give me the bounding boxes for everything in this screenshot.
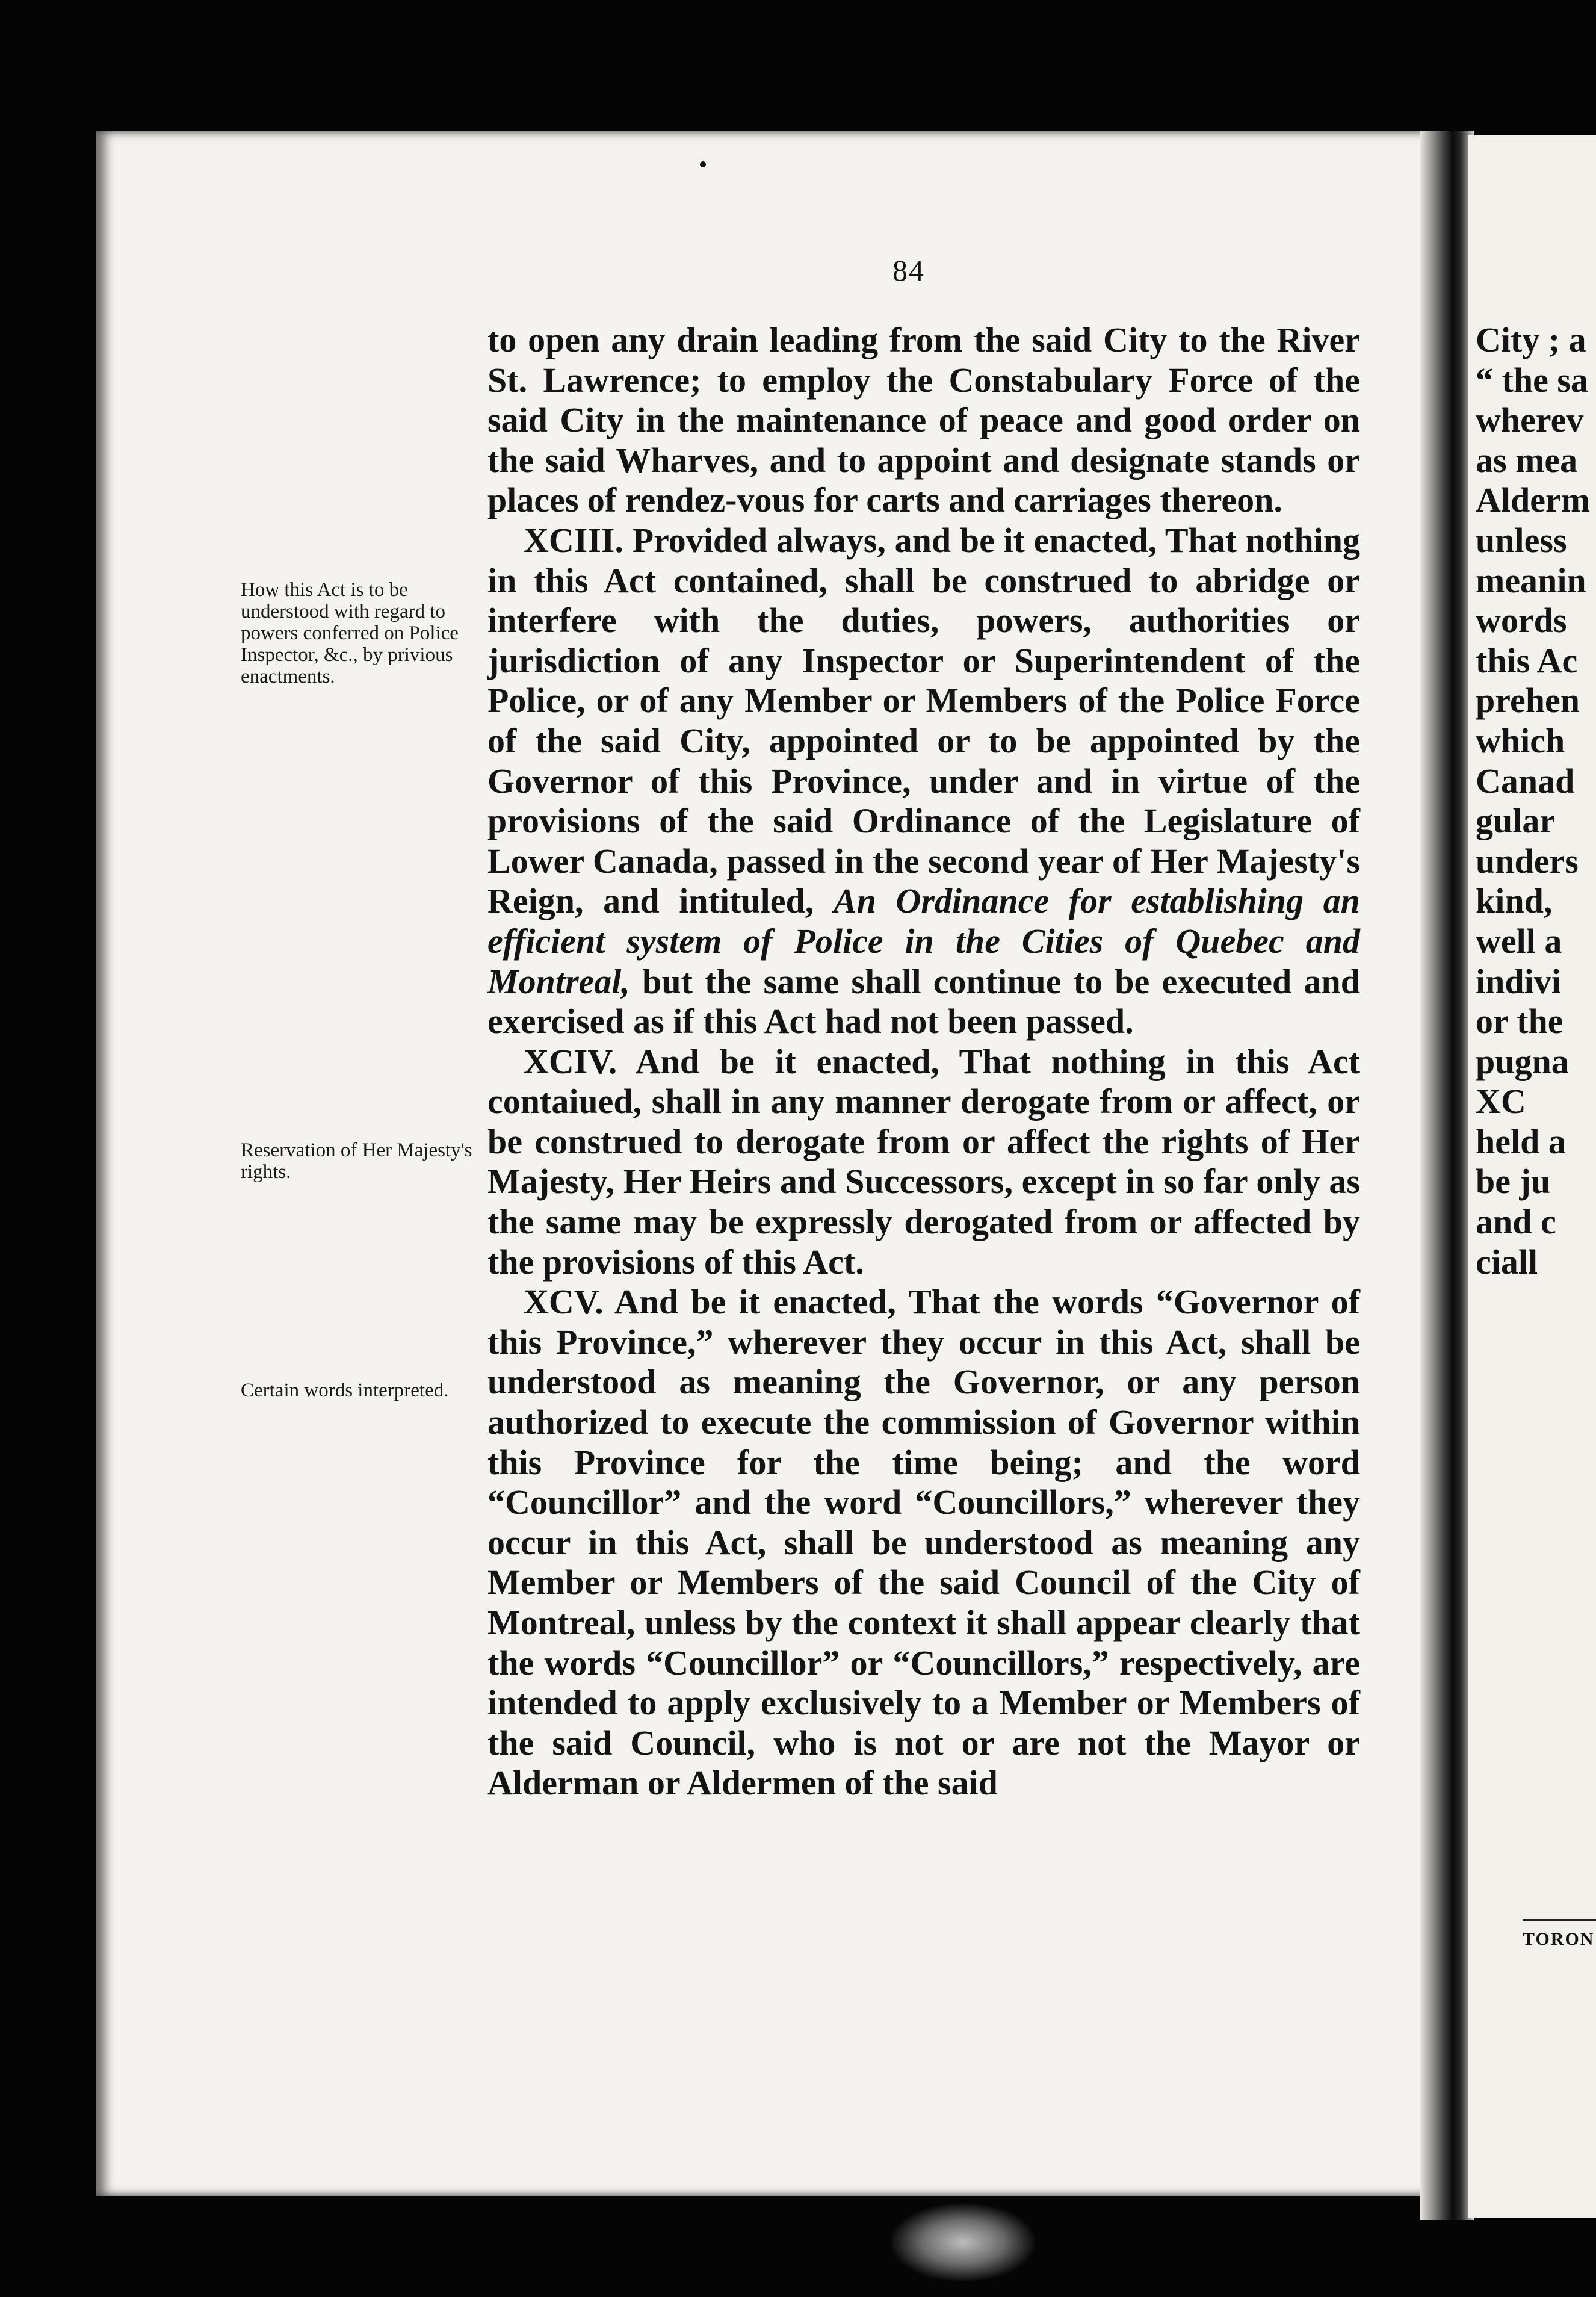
scan-smudge: [891, 2203, 1035, 2281]
section-xciii: [487, 521, 1360, 1042]
section-xciv: XCIV. And be it enacted, That nothing in this Act contaiued, shall in any manner derogate from or affect, or be construed to derogate from or affect the rights of Her Majesty, Her Heirs and Successors, except in so far only as the same may be expressly derogated from or affected by the provisions of this Act.: [487, 1041, 1360, 1282]
ordinance-title: An Ordinance for establishing an efficient system of Police in the Cities of Quebec and Montreal,: [487, 881, 1360, 1001]
facing-line: as mea: [1476, 440, 1578, 480]
facing-page-text: [1476, 320, 1596, 1282]
ink-dot: [700, 161, 706, 167]
section-xciii-text: XCIII. Provided always, and be it enacted, That nothing in this Act contained, shall be construed to abridge or interfere with the duties, powers, authorities or jurisdiction of any Inspector or Superintendent of the Police, or of any Member or Members of the Police Force of the said City, appointed or to be appointed by the Governor of this Province, under and in virtue of the provisions of the said Ordinance of the Legislature of Lower Canada, passed in the second year of Her Majesty's Reign, and intituled,: [487, 520, 1360, 921]
facing-line: prehen: [1476, 681, 1580, 721]
page-number: 84: [892, 253, 925, 287]
facing-line: be ju: [1476, 1162, 1551, 1201]
facing-line: City ; a: [1476, 320, 1586, 359]
sidenote-police-powers: How this Act is to be understood with regard to powers conferred on Police Inspector, &c., by privious enactments.: [241, 579, 459, 687]
sidenote-words-interpreted: Certain words interpreted.: [241, 1380, 449, 1401]
book-gutter: [1420, 131, 1474, 2220]
facing-line: “ the sa: [1476, 360, 1588, 400]
facing-line: kind,: [1476, 881, 1553, 921]
sidenote-majesty-rights: Reservation of Her Majesty's rights.: [241, 1139, 472, 1183]
paragraph-drain-continuation: to open any drain leading from the said City to the River St. Lawrence; to employ the Constabulary Force of the said City in the maintenance of peace and good order on the said Wharves, and to appoint and designate stands or places of rendez-vous for carts and carriages thereon.: [487, 320, 1360, 520]
facing-line: or the: [1476, 1002, 1564, 1041]
facing-line: words: [1476, 601, 1567, 640]
facing-line: gular: [1476, 801, 1556, 841]
section-xcv: XCV. And be it enacted, That the words “Governor of this Province,” wherever they occur in this Act, shall be understood as meaning the Governor, or any person authorized to execute the commission of Governor within this Province for the time being; and the word “Councillor” and the word “Councillors,” wherever they occur in this Act, shall be understood as meaning any Member or Members of the said Council of the City of Montreal, unless by the context it shall appear clearly that the words “Councillor” or “Councillors,” respectively, are intended to apply exclusively to a Member or Members of the said Council, who is not or are not the Mayor or Alderman or Aldermen of the said: [487, 1282, 1360, 1803]
section-xciii-end: but the same shall continue to be executed and exercised as if this Act had not been passed.: [487, 961, 1360, 1041]
facing-line: ciall: [1476, 1242, 1538, 1282]
facing-page-rule: [1523, 1919, 1596, 1921]
main-text: [487, 320, 1360, 1803]
facing-line: wherev: [1476, 400, 1584, 440]
facing-line: indivi: [1476, 961, 1561, 1001]
facing-line: which: [1476, 721, 1565, 760]
facing-line: and c: [1476, 1202, 1556, 1242]
facing-line: unless: [1476, 520, 1567, 560]
facing-line: unders: [1476, 841, 1579, 881]
facing-line: this Ac: [1476, 640, 1578, 680]
facing-page-footer: TORON: [1523, 1929, 1595, 1949]
facing-line: pugna: [1476, 1041, 1569, 1081]
facing-line: Alderm: [1476, 480, 1591, 520]
facing-line: XC: [1476, 1082, 1526, 1121]
facing-line: held a: [1476, 1121, 1566, 1161]
facing-line: meanin: [1476, 560, 1586, 600]
facing-line: well a: [1476, 921, 1562, 961]
facing-line: Canad: [1476, 761, 1575, 801]
